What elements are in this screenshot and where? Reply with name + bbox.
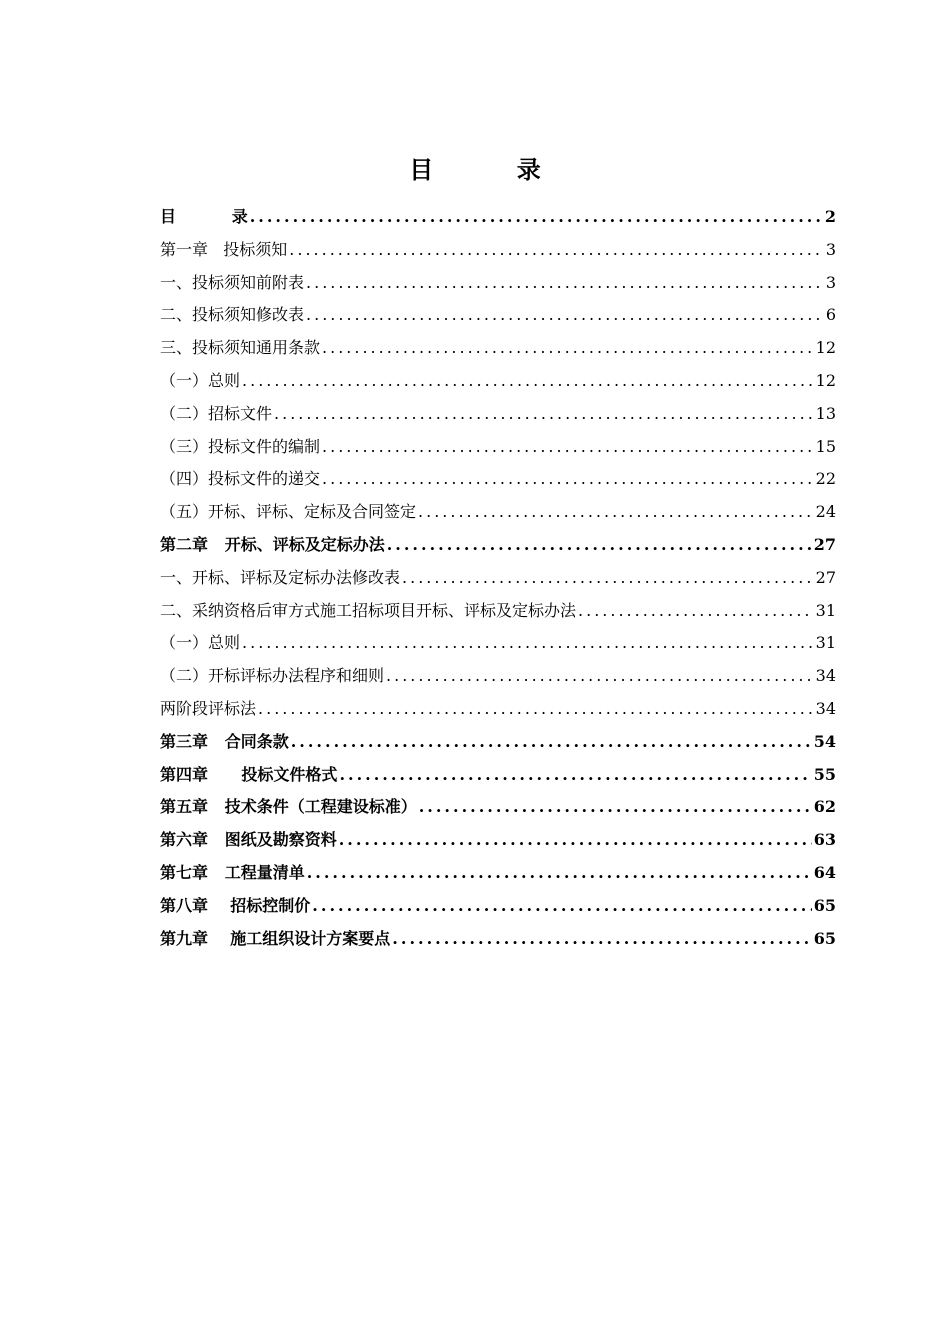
toc-entry-text: （五）开标、评标、定标及合同签定 xyxy=(160,502,417,522)
toc-entry[interactable] xyxy=(160,431,836,464)
toc-entry[interactable] xyxy=(160,693,836,726)
toc-dot-leader xyxy=(242,365,814,398)
toc-page-number: 27 xyxy=(815,567,836,587)
toc-entry[interactable] xyxy=(160,463,836,496)
toc-page-number: 27 xyxy=(813,534,836,554)
toc-entry-text: 第七章 工程量清单 xyxy=(160,862,305,882)
toc-entry[interactable] xyxy=(160,529,836,562)
toc-entry[interactable] xyxy=(160,398,836,431)
toc-entry-text: 第一章 投标须知 xyxy=(160,239,288,259)
toc-page-number: 12 xyxy=(815,338,836,358)
toc-dot-leader xyxy=(306,267,824,300)
toc-entry-text: 第二章 开标、评标及定标办法 xyxy=(160,534,385,554)
toc-entry[interactable] xyxy=(160,857,836,890)
toc-page-number: 65 xyxy=(813,928,836,948)
toc-dot-leader xyxy=(387,529,812,562)
table-of-contents xyxy=(160,201,836,955)
toc-entry[interactable] xyxy=(160,299,836,332)
toc-entry[interactable] xyxy=(160,201,836,234)
toc-page-number: 34 xyxy=(815,698,836,718)
toc-entry-text: 第九章 施工组织设计方案要点 xyxy=(160,928,391,948)
toc-page-number: 31 xyxy=(815,600,836,620)
toc-entry[interactable] xyxy=(160,660,836,693)
toc-entry-text: 一、投标须知前附表 xyxy=(160,272,305,292)
toc-page-number: 2 xyxy=(824,207,836,226)
toc-entry[interactable] xyxy=(160,759,836,792)
toc-dot-leader xyxy=(250,201,823,234)
toc-page-number: 12 xyxy=(815,370,836,390)
toc-dot-leader xyxy=(322,332,814,365)
toc-entry-text: （一）总则 xyxy=(160,633,241,653)
toc-page-number: 3 xyxy=(825,239,836,259)
toc-entry[interactable] xyxy=(160,627,836,660)
toc-entry[interactable] xyxy=(160,496,836,529)
toc-page-number: 15 xyxy=(815,436,836,456)
toc-entry[interactable] xyxy=(160,562,836,595)
toc-dot-leader xyxy=(392,923,811,956)
toc-entry-text: （四）投标文件的递交 xyxy=(160,469,321,489)
toc-entry-text: 第八章 招标控制价 xyxy=(160,895,311,915)
toc-dot-leader xyxy=(307,857,812,890)
toc-entry-text: 两阶段评标法 xyxy=(160,698,257,718)
toc-dot-leader xyxy=(242,627,814,660)
toc-page-number: 22 xyxy=(815,469,836,489)
toc-page-number: 24 xyxy=(815,502,836,522)
toc-entry-text: （二）开标评标办法程序和细则 xyxy=(160,666,385,686)
toc-entry[interactable] xyxy=(160,365,836,398)
toc-entry-text: 第四章 投标文件格式 xyxy=(160,764,338,784)
toc-dot-leader xyxy=(339,759,811,792)
toc-entry[interactable] xyxy=(160,824,836,857)
toc-entry-text: 第三章 合同条款 xyxy=(160,731,289,751)
toc-entry[interactable] xyxy=(160,890,836,923)
toc-page-number: 64 xyxy=(813,862,836,882)
toc-page-number: 54 xyxy=(813,731,836,751)
toc-entry-text: （一）总则 xyxy=(160,370,241,390)
toc-entry-text: 第五章 技术条件（工程建设标准） xyxy=(160,797,417,817)
toc-dot-leader xyxy=(418,496,814,529)
toc-dot-leader xyxy=(274,398,814,431)
toc-dot-leader xyxy=(322,431,814,464)
toc-page-number: 13 xyxy=(815,403,836,423)
page-title: 目 录 xyxy=(409,155,541,184)
toc-page-number: 34 xyxy=(815,666,836,686)
toc-entry-text: （二）招标文件 xyxy=(160,403,273,423)
toc-entry[interactable] xyxy=(160,923,836,956)
toc-entry[interactable] xyxy=(160,234,836,267)
toc-dot-leader xyxy=(419,791,812,824)
toc-dot-leader xyxy=(322,463,814,496)
toc-entry-text: 一、开标、评标及定标办法修改表 xyxy=(160,567,401,587)
toc-entry[interactable] xyxy=(160,726,836,759)
toc-entry[interactable] xyxy=(160,791,836,824)
toc-page-number: 63 xyxy=(813,830,836,850)
toc-entry-text: 第六章 图纸及勘察资料 xyxy=(160,830,337,850)
toc-page-number: 55 xyxy=(813,764,836,784)
toc-entry-text: 目 录 xyxy=(160,207,248,226)
toc-entry-text: 三、投标须知通用条款 xyxy=(160,338,321,358)
toc-entry-text: （三）投标文件的编制 xyxy=(160,436,321,456)
toc-dot-leader xyxy=(312,890,811,923)
toc-page-number: 31 xyxy=(815,633,836,653)
toc-page-number: 62 xyxy=(813,797,836,817)
toc-dot-leader xyxy=(402,562,814,595)
toc-page-number: 6 xyxy=(825,305,836,325)
toc-entry[interactable] xyxy=(160,332,836,365)
toc-dot-leader xyxy=(258,693,814,726)
toc-dot-leader xyxy=(578,595,814,628)
toc-entry[interactable] xyxy=(160,595,836,628)
toc-entry-text: 二、采纳资格后审方式施工招标项目开标、评标及定标办法 xyxy=(160,600,577,620)
toc-dot-leader xyxy=(386,660,814,693)
toc-dot-leader xyxy=(306,299,824,332)
toc-entry-text: 二、投标须知修改表 xyxy=(160,305,305,325)
toc-page-number: 65 xyxy=(813,895,836,915)
toc-entry[interactable] xyxy=(160,267,836,300)
toc-dot-leader xyxy=(291,726,812,759)
toc-page-number: 3 xyxy=(825,272,836,292)
toc-dot-leader xyxy=(339,824,812,857)
toc-dot-leader xyxy=(289,234,824,267)
